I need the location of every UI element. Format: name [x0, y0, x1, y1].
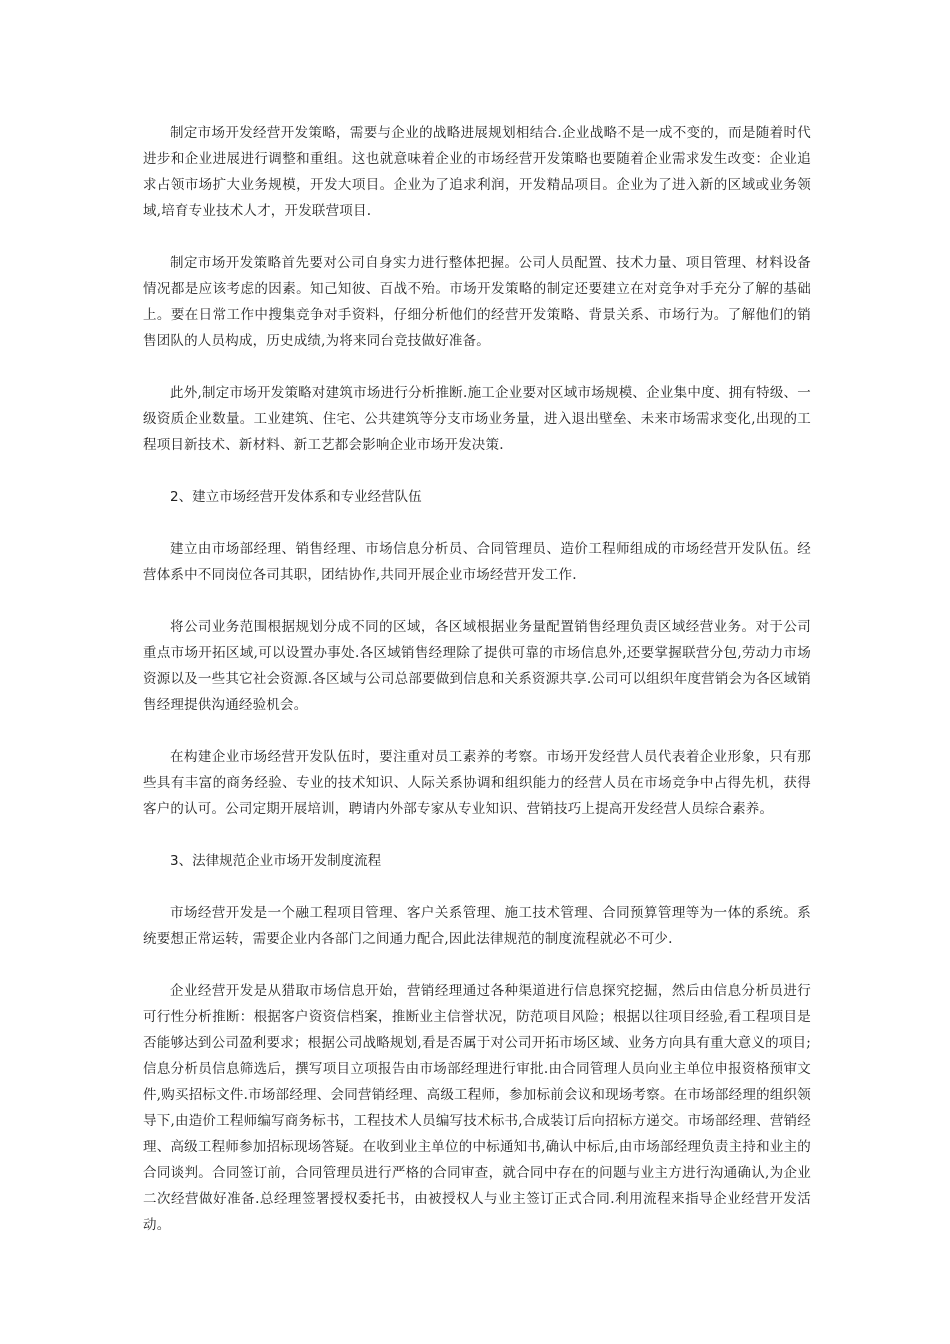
- document-body: [143, 120, 811, 1264]
- paragraph-regional-division: 将公司业务范围根据规划分成不同的区域，各区域根据业务量配置销售经理负责区域经营业务。对于公司重点市场开拓区域,可以设置办事处.各区域销售经理除了提供可靠的市场信息外,还要掌握联营分包,劳动力市场资源以及一些其它社会资源.各区域与公司总部要做到信息和关系资源共享.公司可以组织年度营销会为各区域销售经理提供沟通经验机会。: [143, 619, 811, 713]
- paragraph-team-structure: 建立由市场部经理、销售经理、市场信息分析员、合同管理员、造价工程师组成的市场经营开发队伍。经营体系中不同岗位各司其职，团结协作,共同开展企业市场经营开发工作.: [143, 541, 811, 583]
- paragraph-strategy: 制定市场开发经营开发策略，需要与企业的战略进展规划相结合.企业战略不是一成不变的，而是随着时代进步和企业进展进行调整和重组。这也就意味着企业的市场经营开发策略也要随着企业需求发生改变：企业追求占领市场扩大业务规模，开发大项目。企业为了追求利润，开发精品项目。企业为了进入新的区域或业务领域,培育专业技术人才，开发联营项目.: [143, 125, 811, 219]
- paragraph-system-overview: 市场经营开发是一个融工程项目管理、客户关系管理、施工技术管理、合同预算管理等为一体的系统。系统要想正常运转，需要企业内各部门之间通力配合,因此法律规范的制度流程就必不可少.: [143, 905, 811, 947]
- paragraph-self-assessment: 制定市场开发策略首先要对公司自身实力进行整体把握。公司人员配置、技术力量、项目管理、材料设备情况都是应该考虑的因素。知己知彼、百战不殆。市场开发策略的制定还要建立在对竞争对手充分了解的基础上。要在日常工作中搜集竞争对手资料，仔细分析他们的经营开发策略、背景关系、市场行为。了解他们的销售团队的人员构成，历史成绩,为将来同台竞技做好准备。: [143, 255, 811, 349]
- paragraph-staff-quality: 在构建企业市场经营开发队伍时，要注重对员工素养的考察。市场开发经营人员代表着企业形象，只有那些具有丰富的商务经验、专业的技术知识、人际关系协调和组织能力的经营人员在市场竞争中占得先机，获得客户的认可。公司定期开展培训，聘请内外部专家从专业知识、营销技巧上提高开发经营人员综合素养。: [143, 749, 811, 817]
- section-heading-2: 2、建立市场经营开发体系和专业经营队伍: [170, 489, 422, 505]
- paragraph-market-analysis: 此外,制定市场开发策略对建筑市场进行分析推断.施工企业要对区域市场规模、企业集中度、拥有特级、一级资质企业数量。工业建筑、住宅、公共建筑等分支市场业务量，进入退出壁垒、未来市场需求变化,出现的工程项目新技术、新材料、新工艺都会影响企业市场开发决策.: [143, 385, 811, 453]
- paragraph-process-flow: 企业经营开发是从猎取市场信息开始，营销经理通过各种渠道进行信息探究挖掘，然后由信息分析员进行可行性分析推断：根据客户资资信档案，推断业主信誉状况，防范项目风险；根据以往项目经验,看工程项目是否能够达到公司盈利要求；根据公司战略规划,看是否属于对公司开拓市场区域、业务方向具有重大意义的项目;信息分析员信息筛选后，撰写项目立项报告由市场部经理进行审批.由合同管理人员向业主单位申报资格预审文件,购买招标文件.市场部经理、会同营销经理、高级工程师，参加标前会议和现场考察。在市场部经理的组织领导下,由造价工程师编写商务标书，工程技术人员编写技术标书,合成装订后向招标方递交。市场部经理、营销经理、高级工程师参加招标现场答疑。在收到业主单位的中标通知书,确认中标后,由市场部经理负责主持和业主的合同谈判。合同签订前，合同管理员进行严格的合同审查，就合同中存在的问题与业主方进行沟通确认,为企业二次经营做好准备.总经理签署授权委托书，由被授权人与业主签订正式合同.利用流程来指导企业经营开发活动。: [143, 983, 811, 1233]
- section-heading-3: 3、法律规范企业市场开发制度流程: [170, 853, 382, 869]
